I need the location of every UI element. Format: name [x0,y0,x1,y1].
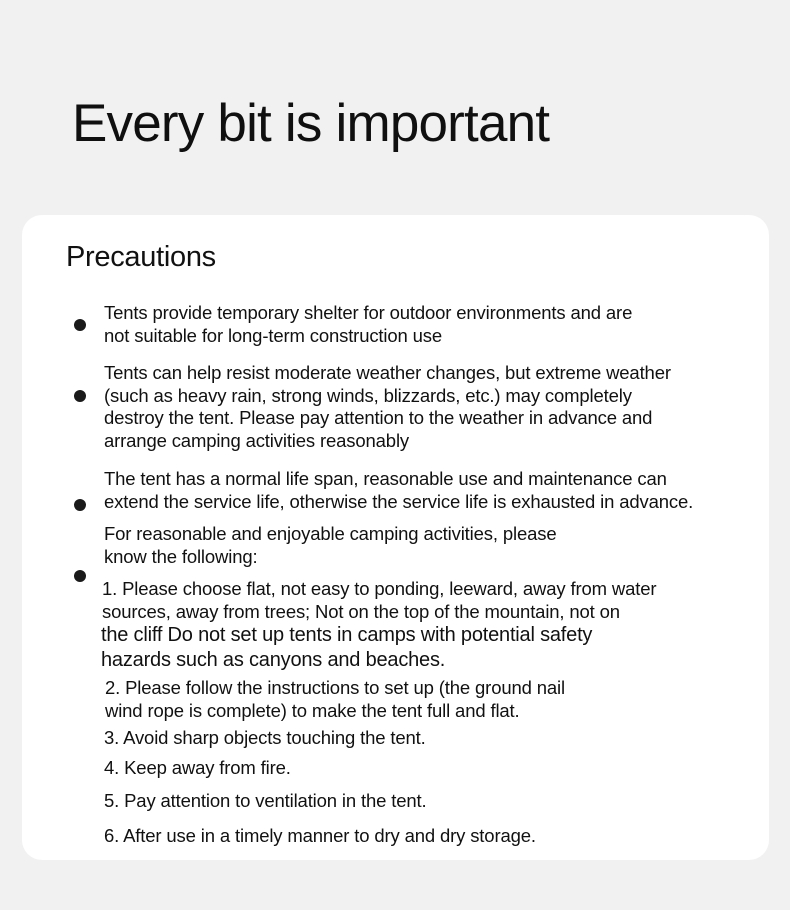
precaution-item: For reasonable and enjoyable camping activities, please know the following: [104,523,557,567]
precautions-card [22,215,769,860]
precaution-item: Tents provide temporary shelter for outdoor environments and are not suitable for long-term construction use [104,302,633,346]
bullet-icon [74,570,86,582]
step-item: 3. Avoid sharp objects touching the tent. [104,727,426,748]
step-item: the cliff Do not set up tents in camps with potential safety hazards such as canyons and beaches. [101,624,593,671]
bullet-icon [74,319,86,331]
card-title: Precautions [66,241,216,273]
step-item: 6. After use in a timely manner to dry and dry storage. [104,825,536,846]
step-item: 4. Keep away from fire. [104,757,291,778]
bullet-icon [74,499,86,511]
bullet-icon [74,390,86,402]
step-item: 1. Please choose flat, not easy to ponding, leeward, away from water sources, away from trees; Not on the top of the mountain, not on [102,578,657,622]
precaution-item: The tent has a normal life span, reasonable use and maintenance can extend the service life, otherwise the service life is exhausted in advance. [104,468,694,512]
page-headline: Every bit is important [72,94,550,153]
step-item: 2. Please follow the instructions to set up (the ground nail wind rope is complete) to make the tent full and flat. [105,677,565,721]
step-item: 5. Pay attention to ventilation in the tent. [104,790,427,811]
precaution-item: Tents can help resist moderate weather changes, but extreme weather (such as heavy rain, strong winds, blizzards, etc.) may completely destroy the tent. Please pay attention to the weather in advance and arrange camping activities reasonably [104,362,671,451]
